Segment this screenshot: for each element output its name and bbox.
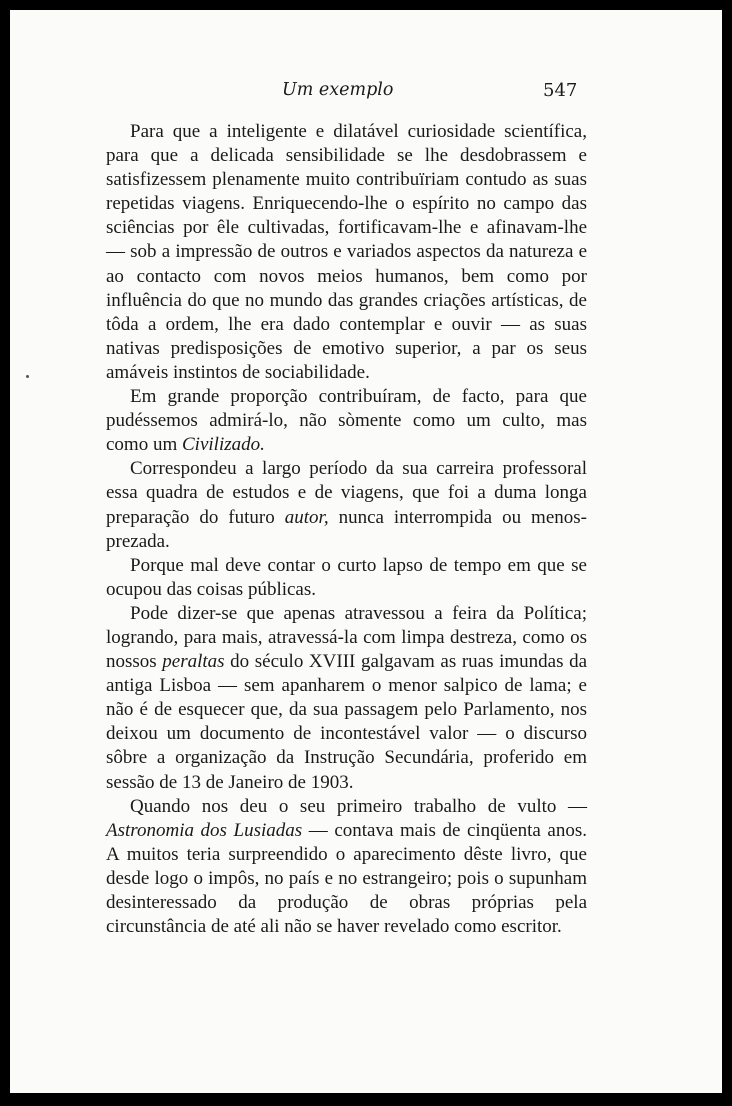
paragraph-text: Em grande proporção contribuíram, de facto, para que pudéssemos admirá-lo, não sòmente como um culto, mas como um [106,386,587,456]
paragraph-text: do século XVIII galgavam as ruas imundas da antiga Lisboa — sem apanharem o menor salpico de lama; e não é de esquecer que, da sua passagem pelo Parlamento, nos deixou um documento de incontestável valor — o discurso sôbre a organização da Instrução Secundária, proferido em sessão de 13 de Janeiro de 1903. [106,651,588,793]
paragraph-text: Pode dizer-se que apenas atravessou a feira da Política; logrando, para mais, atravessá-la com limpa destreza, como os nossos [106,602,587,673]
italic-word-civilizado: Civilizado. [182,434,265,456]
paragraph-text: Para que a inteligente e dilatável curiosidade scientífica, para que a delicada sensibilidade se lhe desdobrassem e satisfizessem plenamente muito contribuïriam contudo as suas repetidas viagens. Enriquecendo-lhe o espírito no campo das sciências por êle cultivadas, fortificavam-lhe e afinavam-lhe — sob a impressão de outros e variados aspectos da natureza e ao contacto com novos meios humanos, bem como por influência do que no mundo das grandes criações artísticas, de tôda a ordem, lhe era dado contemplar e ouvir — as suas nativas predisposições de emotivo superior, a par os seus amáveis instintos de sociabilidade. [106,121,587,383]
running-title: Um exemplo [282,80,394,100]
book-page [10,10,722,1093]
italic-book-title: Astronomia dos Lusiadas [106,819,303,841]
paragraph-3 [106,457,587,553]
italic-word-autor: autor, [284,506,329,528]
paragraph-4 [106,554,587,602]
page-header [10,80,722,104]
paragraph-text: nunca interrompida ou menos-prezada. [106,506,587,552]
body-text [106,120,587,939]
paragraph-text: — contava mais de cinqüenta anos. A muitos teria surpreendido o aparecimento dêste livro, que desde logo o impôs, no país e no estrangeiro; pois o supunham desinteressado da produção de obras próprias pela circunstância de até ali não se haver revelado como escritor. [106,819,587,938]
paragraph-text: Porque mal deve contar o curto lapso de tempo em que se ocupou das coisas públicas. [106,554,587,600]
paragraph-text: Quando nos deu o seu primeiro trabalho de vulto — [130,795,587,817]
paragraph-6 [106,795,587,940]
paragraph-5 [106,602,587,795]
paragraph-2 [106,385,587,457]
margin-speck [26,375,29,378]
page-number: 547 [543,80,578,101]
paragraph-text: Correspondeu a largo período da sua carreira professoral essa quadra de estudos e de viagens, que foi a duma longa preparação do futuro [106,458,587,528]
italic-word-peraltas: peraltas [162,651,225,673]
paragraph-1 [106,120,587,385]
